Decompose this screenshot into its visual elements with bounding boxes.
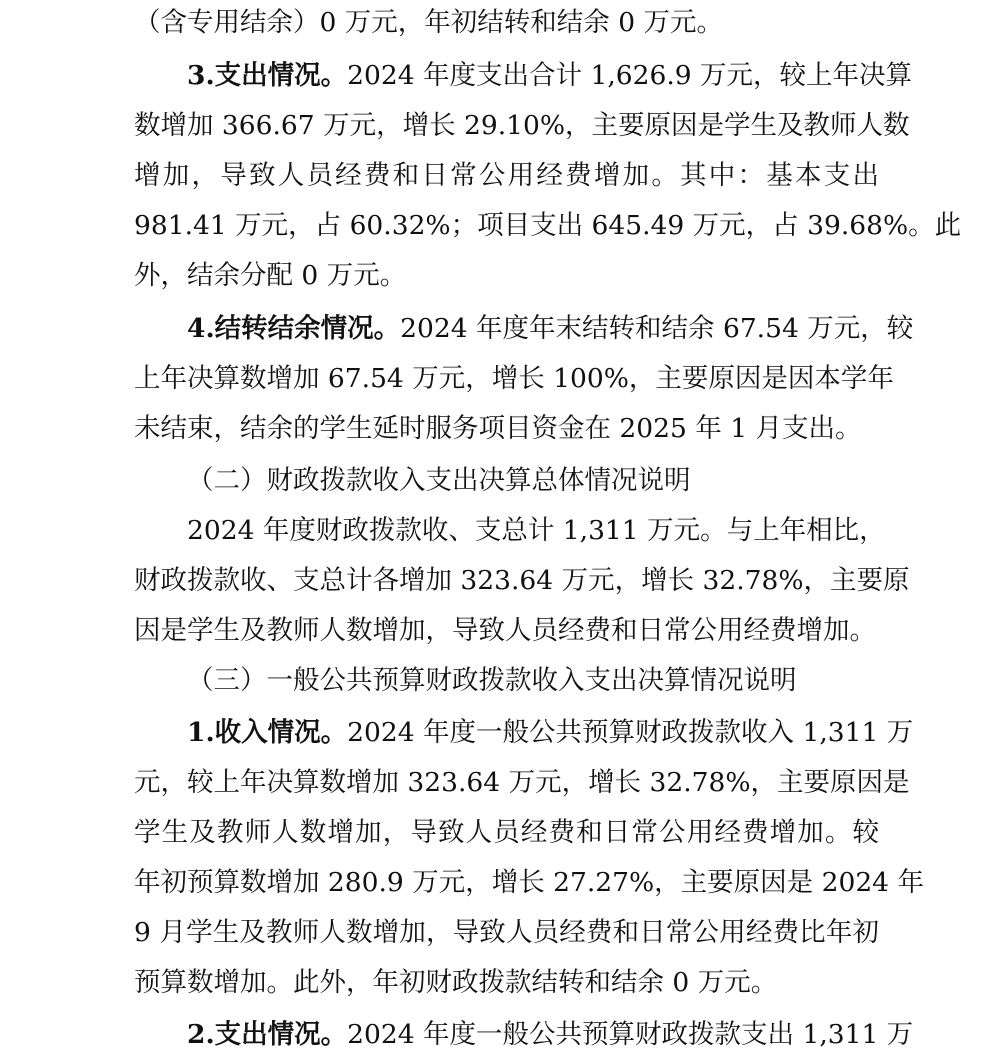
line-text: 981.41 万元，占 60.32%；项目支出 645.49 万元，占 39.68%。此 (134, 210, 962, 241)
section-paragraph-line (187, 310, 914, 348)
subsection-heading (187, 662, 932, 700)
paragraph-line (134, 814, 879, 852)
paragraph-line (134, 764, 910, 802)
section-heading-expenditure: 3.支出情况。 (187, 60, 348, 91)
line-text: 2024 年度财政拨款收、支总计 1,311 万元。与上年相比， (187, 515, 886, 546)
line-text: 2024 年度年末结转和结余 67.54 万元，较 (400, 313, 914, 344)
line-text: 上年决算数增加 67.54 万元，增长 100%，主要原因是因本学年 (134, 363, 894, 394)
section-heading-carryover: 4.结转结余情况。 (187, 313, 401, 344)
paragraph-line (187, 512, 886, 550)
line-text: 增加，导致人员经费和日常公用经费增加。其中：基本支出 (134, 160, 879, 191)
paragraph-line (134, 612, 879, 650)
subsection-heading (187, 462, 932, 500)
paragraph-line (134, 964, 879, 1002)
paragraph-line (134, 562, 910, 600)
line-text: 财政拨款收、支总计各增加 323.64 万元，增长 32.78%，主要原 (134, 565, 910, 596)
paragraph-line (134, 410, 879, 448)
paragraph-line (134, 360, 894, 398)
line-text: 9 月学生及教师人数增加，导致人员经费和日常公用经费比年初 (134, 917, 879, 948)
paragraph-line (134, 207, 962, 245)
line-text: （含专用结余）0 万元，年初结转和结余 0 万元。 (134, 7, 723, 38)
section-paragraph-line (187, 57, 913, 95)
heading-text: （三）一般公共预算财政拨款收入支出决算情况说明 (187, 665, 797, 696)
line-text: 外，结余分配 0 万元。 (134, 260, 407, 291)
line-text: 学生及教师人数增加，导致人员经费和日常公用经费增加。较 (134, 817, 879, 848)
section-paragraph-line (187, 1016, 914, 1054)
line-text: 2024 年度一般公共预算财政拨款支出 1,311 万 (347, 1019, 914, 1050)
section-heading-expenditure-general: 2.支出情况。 (187, 1019, 348, 1050)
line-text: 预算数增加。此外，年初财政拨款结转和结余 0 万元。 (134, 967, 778, 998)
section-paragraph-line (187, 714, 914, 752)
line-text: 因是学生及教师人数增加，导致人员经费和日常公用经费增加。 (134, 615, 876, 646)
paragraph-line (134, 107, 910, 145)
line-text: 2024 年度支出合计 1,626.9 万元，较上年决算 (347, 60, 913, 91)
paragraph-line (134, 157, 879, 195)
paragraph-line (134, 257, 879, 295)
paragraph-line (134, 4, 879, 42)
line-text: 2024 年度一般公共预算财政拨款收入 1,311 万 (347, 717, 914, 748)
heading-text: （二）财政拨款收入支出决算总体情况说明 (187, 465, 691, 496)
line-text: 元，较上年决算数增加 323.64 万元，增长 32.78%，主要原因是 (134, 767, 910, 798)
paragraph-line (134, 864, 924, 902)
line-text: 未结束，结余的学生延时服务项目资金在 2025 年 1 月支出。 (134, 413, 862, 444)
paragraph-line (134, 914, 879, 952)
section-heading-income: 1.收入情况。 (187, 717, 348, 748)
line-text: 年初预算数增加 280.9 万元，增长 27.27%，主要原因是 2024 年 (134, 867, 924, 898)
line-text: 数增加 366.67 万元，增长 29.10%，主要原因是学生及教师人数 (134, 110, 910, 141)
